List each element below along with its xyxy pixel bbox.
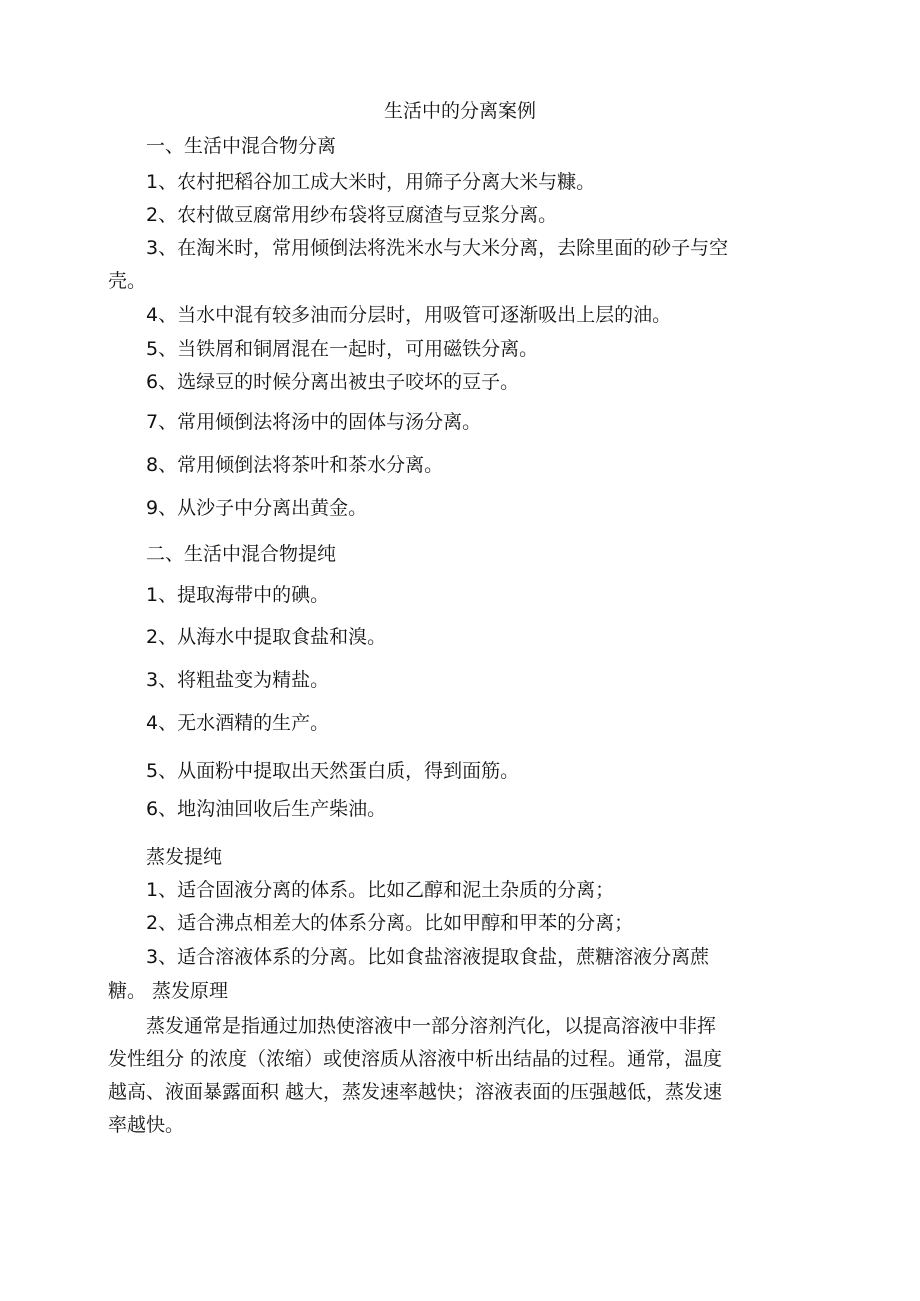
list-item: 2、适合沸点相差大的体系分离。比如甲醇和甲苯的分离； — [146, 912, 634, 934]
list-item: 1、适合固液分离的体系。比如乙醇和泥土杂质的分离； — [146, 879, 615, 901]
list-item: 8、常用倾倒法将茶叶和茶水分离。 — [146, 454, 444, 476]
list-item: 7、常用倾倒法将汤中的固体与汤分离。 — [146, 411, 482, 433]
list-item: 3、将粗盐变为精盐。 — [146, 669, 330, 691]
paragraph-line: 发性组分 的浓度（浓缩）或使溶质从溶液中析出结晶的过程。通常，温度 — [108, 1048, 723, 1070]
list-item: 2、从海水中提取食盐和溴。 — [146, 626, 387, 648]
section-heading-evaporation: 蒸发提纯 — [146, 846, 223, 868]
list-item: 3、适合溶液体系的分离。比如食盐溶液提取食盐，蔗糖溶液分离蔗 — [146, 946, 710, 968]
list-item-continuation: 壳。 — [108, 270, 147, 292]
list-item: 2、农村做豆腐常用纱布袋将豆腐渣与豆浆分离。 — [146, 204, 558, 226]
list-item: 6、地沟油回收后生产柴油。 — [146, 798, 387, 820]
list-item: 1、提取海带中的碘。 — [146, 584, 330, 606]
paragraph-line: 蒸发通常是指通过加热使溶液中一部分溶剂汽化，以提高溶液中非挥 — [146, 1015, 717, 1037]
list-item: 3、在淘米时，常用倾倒法将洗米水与大米分离，去除里面的砂子与空 — [146, 237, 729, 259]
section-heading-purification: 二、生活中混合物提纯 — [146, 543, 337, 565]
list-item: 6、选绿豆的时候分离出被虫子咬坏的豆子。 — [146, 371, 520, 393]
list-item: 4、当水中混有较多油而分层时，用吸管可逐渐吸出上层的油。 — [146, 304, 672, 326]
list-item: 4、无水酒精的生产。 — [146, 712, 330, 734]
paragraph-line: 率越快。 — [108, 1114, 185, 1136]
list-item: 1、农村把稻谷加工成大米时，用筛子分离大米与糠。 — [146, 171, 596, 193]
list-item: 5、从面粉中提取出天然蛋白质，得到面筋。 — [146, 760, 520, 782]
list-item-continuation: 糖。 蒸发原理 — [108, 980, 229, 1002]
page-title: 生活中的分离案例 — [383, 100, 536, 122]
list-item: 5、当铁屑和铜屑混在一起时，可用磁铁分离。 — [146, 338, 539, 360]
section-heading-separation: 一、生活中混合物分离 — [146, 135, 337, 157]
paragraph-line: 越高、液面暴露面积 越大，蒸发速率越快；溶液表面的压强越低，蒸发速 — [108, 1081, 723, 1103]
list-item: 9、从沙子中分离出黄金。 — [146, 497, 368, 519]
